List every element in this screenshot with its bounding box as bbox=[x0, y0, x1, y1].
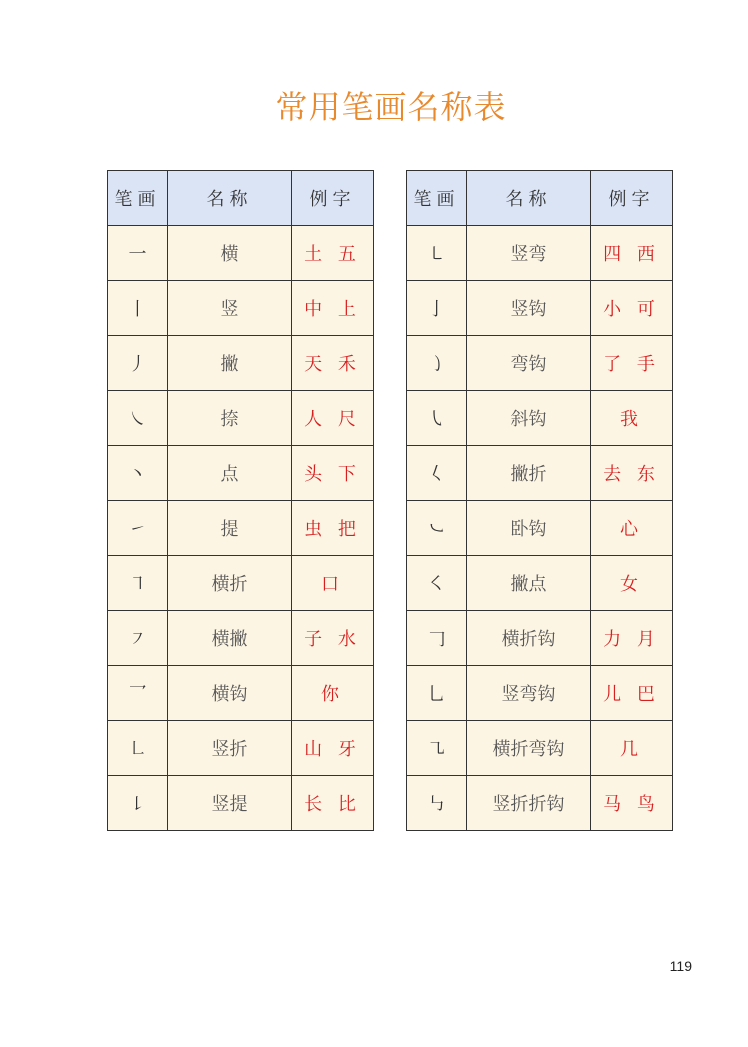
header-stroke: 笔画 bbox=[108, 171, 168, 226]
table-row bbox=[108, 446, 374, 501]
table-row bbox=[108, 556, 374, 611]
page-number: 119 bbox=[669, 958, 692, 974]
stroke-glyph: ㇀ bbox=[108, 501, 168, 556]
table-row bbox=[407, 611, 673, 666]
stroke-glyph: 丿 bbox=[108, 336, 168, 391]
header-example: 例字 bbox=[591, 171, 673, 226]
table-row bbox=[407, 281, 673, 336]
stroke-name: 捺 bbox=[168, 391, 292, 446]
stroke-glyph: ㇇ bbox=[108, 611, 168, 666]
example-chars: 女 bbox=[591, 556, 673, 611]
stroke-glyph: 一 bbox=[108, 226, 168, 281]
table-row bbox=[407, 666, 673, 721]
example-chars: 力 月 bbox=[591, 611, 673, 666]
example-chars: 子 水 bbox=[292, 611, 374, 666]
header-example: 例字 bbox=[292, 171, 374, 226]
stroke-glyph: ㇁ bbox=[407, 336, 467, 391]
table-row bbox=[108, 501, 374, 556]
stroke-name: 撇点 bbox=[467, 556, 591, 611]
table-row bbox=[108, 666, 374, 721]
table-row bbox=[108, 226, 374, 281]
table-row bbox=[407, 501, 673, 556]
stroke-name: 横折钩 bbox=[467, 611, 591, 666]
stroke-name: 竖弯钩 bbox=[467, 666, 591, 721]
table-row bbox=[108, 391, 374, 446]
table-row bbox=[108, 721, 374, 776]
example-chars: 虫 把 bbox=[292, 501, 374, 556]
stroke-name: 横折 bbox=[168, 556, 292, 611]
example-chars: 中 上 bbox=[292, 281, 374, 336]
example-chars: 小 可 bbox=[591, 281, 673, 336]
stroke-glyph: ㇙ bbox=[108, 776, 168, 831]
stroke-name: 竖 bbox=[168, 281, 292, 336]
stroke-name: 弯钩 bbox=[467, 336, 591, 391]
stroke-name: 竖弯 bbox=[467, 226, 591, 281]
table-row bbox=[407, 446, 673, 501]
page-title: 常用笔画名称表 bbox=[275, 88, 507, 126]
example-chars: 四 西 bbox=[591, 226, 673, 281]
stroke-glyph: ㇗ bbox=[108, 721, 168, 776]
stroke-name: 竖提 bbox=[168, 776, 292, 831]
stroke-name: 提 bbox=[168, 501, 292, 556]
stroke-name: 横 bbox=[168, 226, 292, 281]
stroke-glyph: ㇈ bbox=[407, 721, 467, 776]
stroke-name: 竖折 bbox=[168, 721, 292, 776]
example-chars: 你 bbox=[292, 666, 374, 721]
stroke-name: 横钩 bbox=[168, 666, 292, 721]
table-row bbox=[407, 556, 673, 611]
stroke-name: 点 bbox=[168, 446, 292, 501]
stroke-glyph: 丶 bbox=[108, 446, 168, 501]
table-header-row bbox=[407, 171, 673, 226]
stroke-glyph: ㇃ bbox=[407, 501, 467, 556]
stroke-glyph: ㇄ bbox=[407, 226, 467, 281]
stroke-name: 撇 bbox=[168, 336, 292, 391]
table-row bbox=[407, 776, 673, 831]
table-row bbox=[407, 391, 673, 446]
stroke-name: 横撇 bbox=[168, 611, 292, 666]
table-header-row bbox=[108, 171, 374, 226]
stroke-name: 斜钩 bbox=[467, 391, 591, 446]
table-row bbox=[108, 336, 374, 391]
example-chars: 我 bbox=[591, 391, 673, 446]
stroke-name: 卧钩 bbox=[467, 501, 591, 556]
stroke-glyph: ㇉ bbox=[407, 776, 467, 831]
example-chars: 天 禾 bbox=[292, 336, 374, 391]
stroke-name: 横折弯钩 bbox=[467, 721, 591, 776]
example-chars: 山 牙 bbox=[292, 721, 374, 776]
header-stroke: 笔画 bbox=[407, 171, 467, 226]
stroke-name: 竖钩 bbox=[467, 281, 591, 336]
example-chars: 人 尺 bbox=[292, 391, 374, 446]
example-chars: 土 五 bbox=[292, 226, 374, 281]
example-chars: 去 东 bbox=[591, 446, 673, 501]
stroke-glyph: ㇛ bbox=[407, 556, 467, 611]
stroke-glyph: 丨 bbox=[108, 281, 168, 336]
example-chars: 长 比 bbox=[292, 776, 374, 831]
stroke-glyph: ㇏ bbox=[108, 391, 168, 446]
table-row bbox=[108, 281, 374, 336]
example-chars: 口 bbox=[292, 556, 374, 611]
stroke-glyph: 亅 bbox=[407, 281, 467, 336]
example-chars: 心 bbox=[591, 501, 673, 556]
stroke-glyph: 𡿨 bbox=[407, 446, 467, 501]
stroke-glyph: 乚 bbox=[407, 666, 467, 721]
stroke-glyph: 乛 bbox=[108, 666, 168, 721]
table-row bbox=[108, 776, 374, 831]
example-chars: 了 手 bbox=[591, 336, 673, 391]
stroke-name: 竖折折钩 bbox=[467, 776, 591, 831]
stroke-table-right bbox=[406, 170, 673, 831]
example-chars: 头 下 bbox=[292, 446, 374, 501]
stroke-table-left bbox=[107, 170, 374, 831]
stroke-name: 撇折 bbox=[467, 446, 591, 501]
example-chars: 几 bbox=[591, 721, 673, 776]
stroke-glyph: ㇂ bbox=[407, 391, 467, 446]
example-chars: 儿 巴 bbox=[591, 666, 673, 721]
example-chars: 马 鸟 bbox=[591, 776, 673, 831]
table-row bbox=[407, 721, 673, 776]
table-row bbox=[108, 611, 374, 666]
stroke-glyph: 𠃌 bbox=[407, 611, 467, 666]
table-row bbox=[407, 226, 673, 281]
header-name: 名称 bbox=[467, 171, 591, 226]
table-row bbox=[407, 336, 673, 391]
stroke-glyph: ㇕ bbox=[108, 556, 168, 611]
header-name: 名称 bbox=[168, 171, 292, 226]
